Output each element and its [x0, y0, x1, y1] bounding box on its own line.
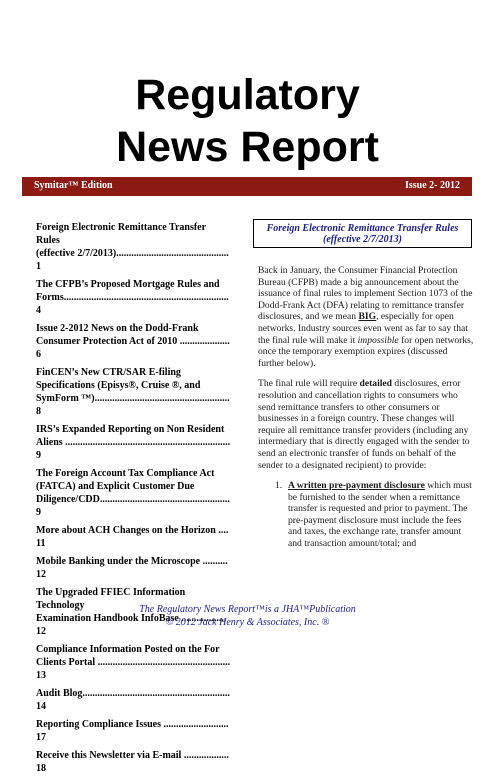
paragraph-text: for open networks, once the temporary exemption expires (discussed further below).	[258, 334, 474, 369]
paragraph-text: , especially for open networks. Industry sources even went as far to say that the final rule will make it	[258, 311, 468, 346]
article-title-box	[253, 219, 472, 248]
toc-entry-line: Forms.................................................................. 4	[36, 292, 229, 316]
toc-entry-line: (effective 2/7/2013)............................................. 1	[36, 248, 229, 272]
list-item-lead: A written pre-payment disclosure	[288, 480, 425, 492]
list-item	[288, 480, 475, 550]
paragraph-text: disclosures, error resolution and cancellation rights to consumers who send remittance transfers to other consumers or businesses in a foreign country. These changes will require all remittance transfer providers (including any intermediary that is directly engaged with the sender to send an electronic transfer of funds on behalf of the sender to a designated recipient) to provide:	[258, 378, 470, 471]
toc-entry-line: Issue 2-2012 News on the Dodd-Frank	[36, 323, 199, 334]
toc-entry[interactable]	[36, 423, 232, 462]
toc-entry[interactable]	[36, 687, 232, 713]
toc-entry-line: Mobile Banking under the Microscope .......... 12	[36, 556, 228, 580]
toc-entry-line: (FATCA) and Explicit Customer Due	[36, 481, 195, 492]
edition-banner	[22, 177, 472, 196]
paragraph-text: The final rule will require	[258, 378, 360, 390]
toc-entry-line: Diligence/CDD.................................................... 9	[36, 494, 230, 518]
toc-entry-line: Compliance Information Posted on the For	[36, 644, 220, 655]
emphasis-detailed: detailed	[359, 378, 393, 390]
article-paragraph	[258, 265, 475, 369]
report-title-line2: News Report	[116, 123, 379, 171]
toc-entry-line: The CFPB’s Proposed Mortgage Rules and	[36, 279, 220, 290]
issue-label: Issue 2- 2012	[404, 180, 460, 191]
numbered-list	[275, 480, 475, 550]
toc-entry[interactable]	[36, 718, 232, 744]
footer-copyright: © 2012 Jack Henry & Associates, Inc. ®	[165, 617, 330, 628]
toc-entry-line: More about ACH Changes on the Horizon .... 11	[36, 525, 229, 549]
toc-entry[interactable]	[36, 278, 232, 317]
toc-entry-line: SymForm ™)...................................................... 8	[36, 393, 230, 417]
toc-entry-line: Foreign Electronic Remittance Transfer Rules	[36, 222, 206, 246]
toc-entry-line: IRS’s Expanded Reporting on Non Resident	[36, 424, 225, 435]
toc-entry[interactable]	[36, 555, 232, 581]
toc-entry[interactable]	[36, 322, 232, 361]
list-item-text: which must be furnished to the sender when a remittance transfer is requested and prior to payment. The pre-payment disclosure must include the fees and taxes, the exchange rate, transfer amount and transaction amount/total; and	[288, 480, 472, 550]
toc-entry-line: The Upgraded FFIEC Information Technology	[36, 587, 186, 611]
table-of-contents	[36, 221, 232, 780]
toc-entry-line: FinCEN’s New CTR/SAR E-filing	[36, 367, 181, 378]
report-title-line1: Regulatory	[135, 71, 360, 119]
toc-entry-line: Receive this Newsletter via E-mail .................. 18	[36, 750, 229, 774]
list-number: 1.	[275, 480, 283, 492]
footer-publication: The Regulatory News Report™is a JHA™Publication	[139, 604, 356, 615]
toc-entry-line: The Foreign Account Tax Compliance Act	[36, 468, 215, 479]
toc-entry-line: Aliens .................................................................. 9	[36, 437, 231, 461]
emphasis-big: BIG	[358, 311, 377, 323]
toc-entry[interactable]	[36, 221, 232, 273]
toc-entry[interactable]	[36, 366, 232, 418]
toc-entry-line: Clients Portal ..................................................... 13	[36, 657, 231, 681]
paragraph-text: Back in January, the Consumer Financial Protection Bureau (CFPB) made a big announcement about the issuance of final rules to implement Section 1073 of the Dodd-Frank Act (DFA) relating to remittance transfer disclosures, and we mean	[258, 265, 473, 323]
toc-entry-line: Specifications (Episys®, Cruise ®, and	[36, 380, 201, 391]
emphasis-impossible: impossible	[357, 334, 399, 346]
toc-entry[interactable]	[36, 524, 232, 550]
article-paragraph	[258, 378, 475, 471]
toc-entry-line: Audit Blog........................................................... 14	[36, 688, 230, 712]
toc-entry[interactable]	[36, 467, 232, 519]
toc-entry-line: Consumer Protection Act of 2010 .................... 6	[36, 336, 230, 360]
toc-entry-line: Reporting Compliance Issues .......................... 17	[36, 719, 229, 743]
toc-entry[interactable]	[36, 643, 232, 682]
article-title-line2: (effective 2/7/2013)	[323, 234, 402, 245]
article-body	[258, 265, 475, 550]
edition-label: Symitar™ Edition	[34, 180, 113, 191]
article-title-line1: Foreign Electronic Remittance Transfer Rules	[266, 223, 459, 234]
toc-entry-line: Examination Handbook InfoBase .................. 12	[36, 613, 227, 637]
toc-entry[interactable]	[36, 749, 232, 775]
